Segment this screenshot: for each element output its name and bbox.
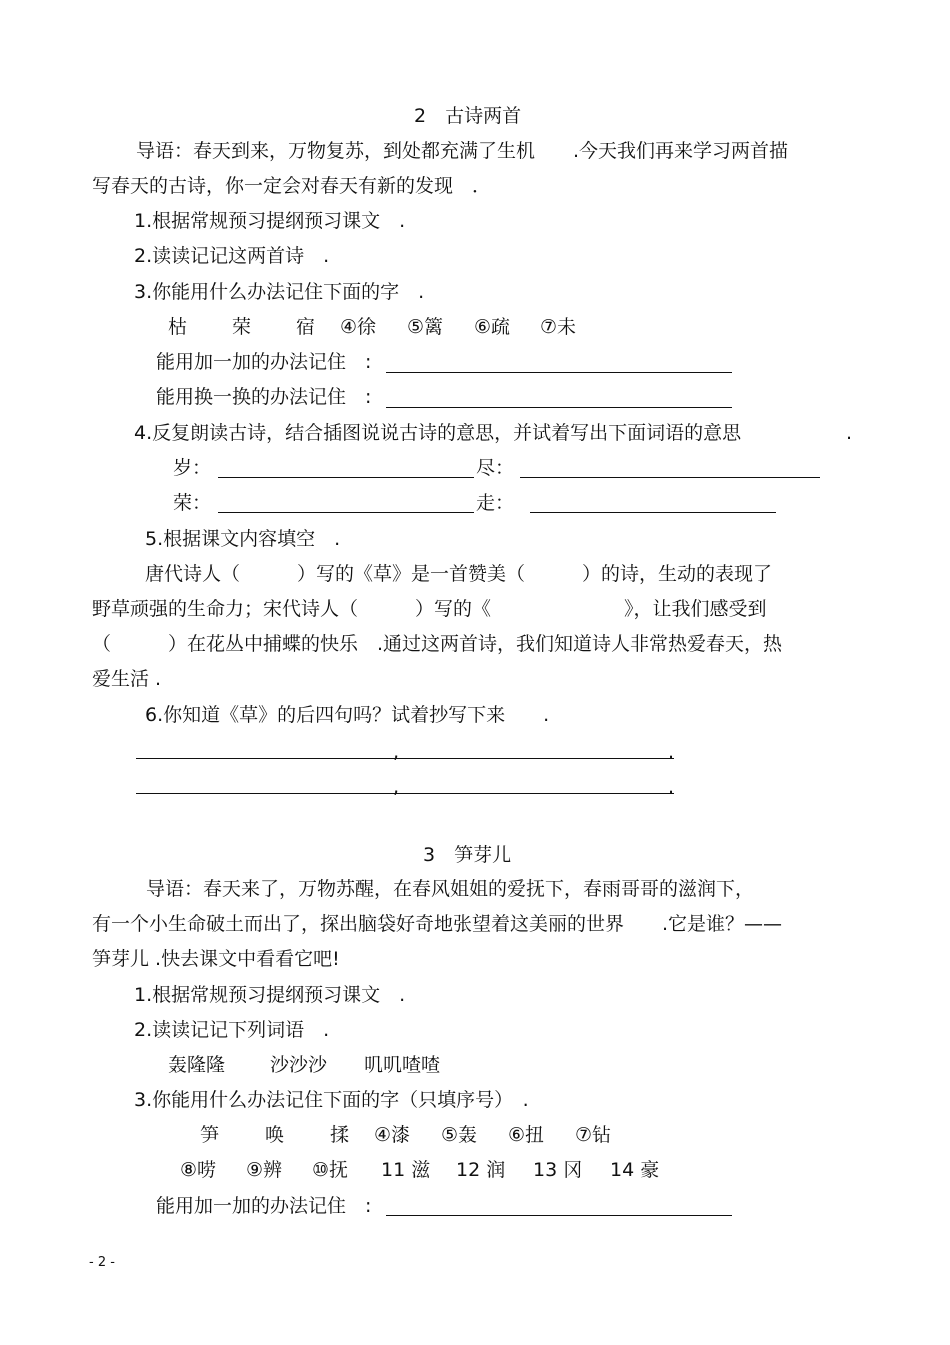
lesson3-char: 11 滋	[381, 1159, 431, 1181]
copy-poem-comma-1: ,	[393, 741, 400, 763]
lesson2-add-method-blank[interactable]	[386, 372, 732, 373]
lesson2-char: ⑦未	[540, 316, 577, 338]
lesson3-char: ④漆	[374, 1124, 411, 1146]
lesson2-question-4-end: .	[846, 422, 853, 444]
lesson3-char: ⑦钻	[575, 1124, 612, 1146]
lesson3-question-1: 1.根据常规预习提纲预习课文 .	[134, 984, 406, 1006]
lesson3-add-method-blank[interactable]	[386, 1215, 732, 1216]
word-blank-jin[interactable]	[520, 477, 820, 478]
lesson3-intro-line1: 导语：春天来了，万物苏醒，在春风姐姐的爱抚下，春雨哥哥的滋润下，	[146, 878, 755, 900]
lesson3-char: ⑩抚	[312, 1159, 349, 1181]
word-label-zou: 走：	[476, 492, 515, 514]
lesson2-question-4: 4.反复朗读古诗，结合插图说说古诗的意思，并试着写出下面词语的意思	[134, 422, 742, 444]
fill-in-line-4: 爱生活 .	[92, 668, 162, 690]
lesson3-char: 笋	[200, 1124, 220, 1146]
word-label-rong: 荣：	[173, 492, 212, 514]
lesson3-question-2: 2.读读记记下列词语 .	[134, 1019, 330, 1041]
lesson3-word: 轰隆隆	[168, 1054, 226, 1076]
copy-poem-blank-1[interactable]	[136, 758, 674, 759]
lesson3-char: ⑨辨	[246, 1159, 283, 1181]
lesson2-char: 枯	[168, 316, 188, 338]
lesson2-add-method-label: 能用加一加的办法记住 :	[156, 351, 372, 373]
lesson3-intro-line2: 有一个小生命破土而出了，探出脑袋好奇地张望着这美丽的世界 .它是谁？——	[92, 913, 783, 935]
lesson2-question-2: 2.读读记记这两首诗 .	[134, 245, 330, 267]
lesson2-char: ④徐	[340, 316, 377, 338]
lesson2-swap-method-label: 能用换一换的办法记住 :	[156, 386, 372, 408]
lesson2-question-6: 6.你知道《草》的后四句吗？试着抄写下来 .	[145, 704, 550, 726]
word-label-sui: 岁：	[173, 457, 212, 479]
lesson3-question-3: 3.你能用什么办法记住下面的字（只填序号） .	[134, 1089, 529, 1111]
lesson3-add-method-label: 能用加一加的办法记住 :	[156, 1195, 372, 1217]
page-number: - 2 -	[89, 1255, 115, 1270]
lesson3-char: 14 豪	[610, 1159, 660, 1181]
copy-poem-period-2: .	[668, 776, 675, 798]
word-blank-rong[interactable]	[218, 512, 474, 513]
word-blank-sui[interactable]	[218, 477, 474, 478]
lesson3-char: 唤	[265, 1124, 285, 1146]
lesson2-swap-method-blank[interactable]	[386, 407, 732, 408]
lesson2-title: 2 古诗两首	[414, 105, 522, 127]
fill-in-line-2: 野草顽强的生命力；宋代诗人（ ）写的《 》，让我们感受到	[92, 598, 767, 620]
lesson2-char: 宿	[296, 316, 316, 338]
copy-poem-period-1: .	[668, 741, 675, 763]
lesson2-char: ⑤篱	[407, 316, 444, 338]
lesson2-question-5: 5.根据课文内容填空 .	[145, 528, 341, 550]
word-label-jin: 尽：	[476, 457, 515, 479]
lesson2-char: ⑥疏	[474, 316, 511, 338]
lesson3-char: ⑤轰	[441, 1124, 478, 1146]
lesson3-char: ⑧唠	[180, 1159, 217, 1181]
lesson2-char: 荣	[232, 316, 252, 338]
copy-poem-blank-2[interactable]	[136, 793, 674, 794]
lesson2-question-1: 1.根据常规预习提纲预习课文 .	[134, 210, 406, 232]
lesson3-char: 13 冈	[533, 1159, 583, 1181]
fill-in-line-1: 唐代诗人（ ）写的《草》是一首赞美（ ）的诗，生动的表现了	[145, 563, 773, 585]
lesson2-intro-line1: 导语：春天到来，万物复苏，到处都充满了生机 .今天我们再来学习两首描	[136, 140, 789, 162]
word-blank-zou[interactable]	[530, 512, 776, 513]
lesson2-question-3: 3.你能用什么办法记住下面的字 .	[134, 281, 425, 303]
copy-poem-comma-2: ,	[393, 776, 400, 798]
lesson3-char: 揉	[330, 1124, 350, 1146]
lesson2-intro-line2: 写春天的古诗，你一定会对春天有新的发现 ．	[92, 175, 492, 197]
fill-in-line-3: （ ）在花丛中捕蝶的快乐 .通过这两首诗，我们知道诗人非常热爱春天，热	[92, 633, 783, 655]
lesson3-word: 叽叽喳喳	[364, 1054, 441, 1076]
lesson3-title: 3 笋芽儿	[423, 844, 512, 866]
lesson3-char: 12 润	[456, 1159, 506, 1181]
lesson3-intro-line3: 笋芽儿 .快去课文中看看它吧!	[92, 948, 340, 970]
lesson3-word: 沙沙沙	[270, 1054, 328, 1076]
lesson3-char: ⑥扭	[508, 1124, 545, 1146]
